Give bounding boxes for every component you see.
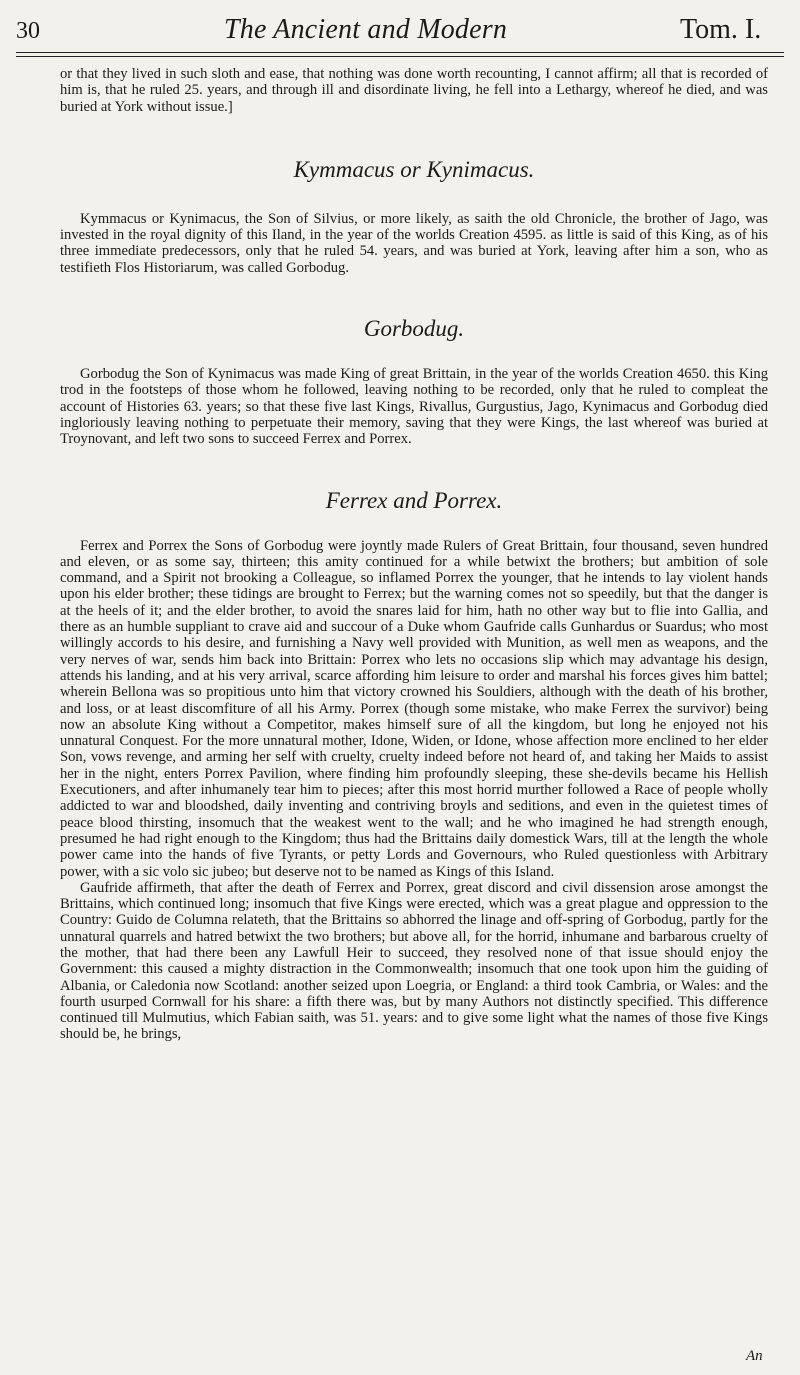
volume-label: Tom. I. bbox=[680, 14, 762, 45]
ferrex-paragraph: Ferrex and Porrex the Sons of Gorbodug were joyntly made Rulers of Great Brittain, four thousand, seven hundred and eleven, or as some say, thirteen; this amity continued for a while betwixt the brothers; but ambition of sole command, and a Spirit not brooking a Colleague, so inflamed Porrex the younger, that he intends to lay violent hands upon his elder brother; these tidings are brought to Ferrex; but the warning comes not so speedily, but that the danger is at the heels of it; and the elder brother, to avoid the snares laid for him, hath no other way but to flie into Gallia, and there as an humble suppliant to crave aid and succour of a Duke whom Gaufride calls Gunhardus or Suardus; who most willingly accords to his desire, and furnishing a Navy well provided with Munition, as well men as weapons, and the very nerves of war, sends him back into Brittain: Porrex who lets no occasions slip which may advantage his design, attends his landing, and at his very arrival, scarce affording him leisure to order and marshal his forces gives him battel; wherein Bellona was so propitious unto him that victory crowned his Souldiers, although with the death of his brother, and loss, or at least discomfiture of all his Army. Porrex (though some mistake, who make Ferrex the survivor) being now an absolute King without a Competitor, makes himself sure of all the kingdom, but long he enjoyed not his unnatural Conquest. For the more unnatural mother, Idone, Widen, or Idone, whose affection more enclined to her elder Son, vows revenge, and arming her self with cruelty, cruelty indeed before not heard of, and taking her Maids to assist her in the night, enters Porrex Pavilion, where finding him profoundly sleeping, these she-devils became his Hellish Executioners, and after inhumanely tear him to pieces; after this most horrid murther followed a Race of people wholly addicted to war and bloodshed, daily inventing and contriving broyls and seditions, and even in the quietest times of peace blood thirsting, insomuch that the weakest went to the wall; and he who imagined he had strength enough, presumed he had right enough to the Kingdom; thus had the Brittains daily domestick Wars, till at the length the whole power came into the hands of five Tyrants, or petty Lords and Governours, who Ruled questionless with Arbitrary power, with a sic volo sic jubeo; but deserve not to be named as Kings of this Island. bbox=[60, 537, 768, 880]
header-rule bbox=[16, 52, 784, 53]
heading-kymmacus: Kymmacus or Kynimacus. bbox=[293, 156, 535, 182]
intro-paragraph: or that they lived in such sloth and ease, that nothing was done worth recounting, I cannot affirm; all that is recorded of him is, that he ruled 25. years, and through ill and disordinate living, he fell into a Lethargy, whereof he died, and was buried at York without issue.] bbox=[60, 66, 768, 115]
page-number: 30 bbox=[16, 18, 40, 44]
catchword: An bbox=[746, 1348, 763, 1364]
ferrex-paragraph-2: Gaufride affirmeth, that after the death of Ferrex and Porrex, great discord and civil dissension arose amongst the Brittains, which continued long; insomuch that five Kings were erected, which was a great plague and oppression to the Country: Guido de Columna relateth, that the Brittains so abhorred the linage and off-spring of Gorbodug, partly for the unnatural quarrels and hatred betwixt the two brothers; but above all, for the horrid, inhumane and barbarous cruelty of the mother, that had there been any Lawfull Heir to succeed, they resolved none of that issue should enjoy the Government: this caused a mighty distraction in the Commonwealth; insomuch that one took upon him the guiding of Albania, or Caledonia now Scotland: another seized upon Loegria, or England: a third took Cambria, or Wales: and the fourth usurped Cornwall for his share: a fifth there was, but by many Authors not distinctly specified. This difference continued till Mulmutius, which Fabian saith, was 51. years: and to give some light what the names of those five Kings should be, he brings, bbox=[60, 879, 768, 1043]
page-body bbox=[60, 66, 768, 1043]
heading-ferrex-porrex: Ferrex and Porrex. bbox=[325, 487, 503, 513]
kymmacus-paragraph: Kymmacus or Kynimacus, the Son of Silvius, or more likely, as saith the old Chronicle, the brother of Jago, was invested in the royal dignity of this Iland, in the year of the worlds Creation 4595. as little is said of this King, as of his three immediate predecessors, only that he ruled 54. years, and was buried at York, leaving after him a son, who as testifieth Flos Historiarum, was called Gorbodug. bbox=[60, 210, 768, 276]
running-title: The Ancient and Modern bbox=[224, 14, 508, 45]
heading-gorbodug: Gorbodug. bbox=[363, 316, 465, 342]
header-rule-thin bbox=[16, 56, 784, 57]
gorbodug-paragraph: Gorbodug the Son of Kynimacus was made King of great Brittain, in the year of the worlds Creation 4650. this King trod in the footsteps of those whom he followed, leaving nothing to be recorded, only that he ruled to compleat the account of Histories 63. years; so that these five last Kings, Rivallus, Gurgustius, Jago, Kynimacus and Gorbodug died ingloriously leaving nothing to perpetuate their memory, saving that they were Kings, the last whereof was buried at Troynovant, and left two sons to succeed Ferrex and Porrex. bbox=[60, 366, 768, 448]
